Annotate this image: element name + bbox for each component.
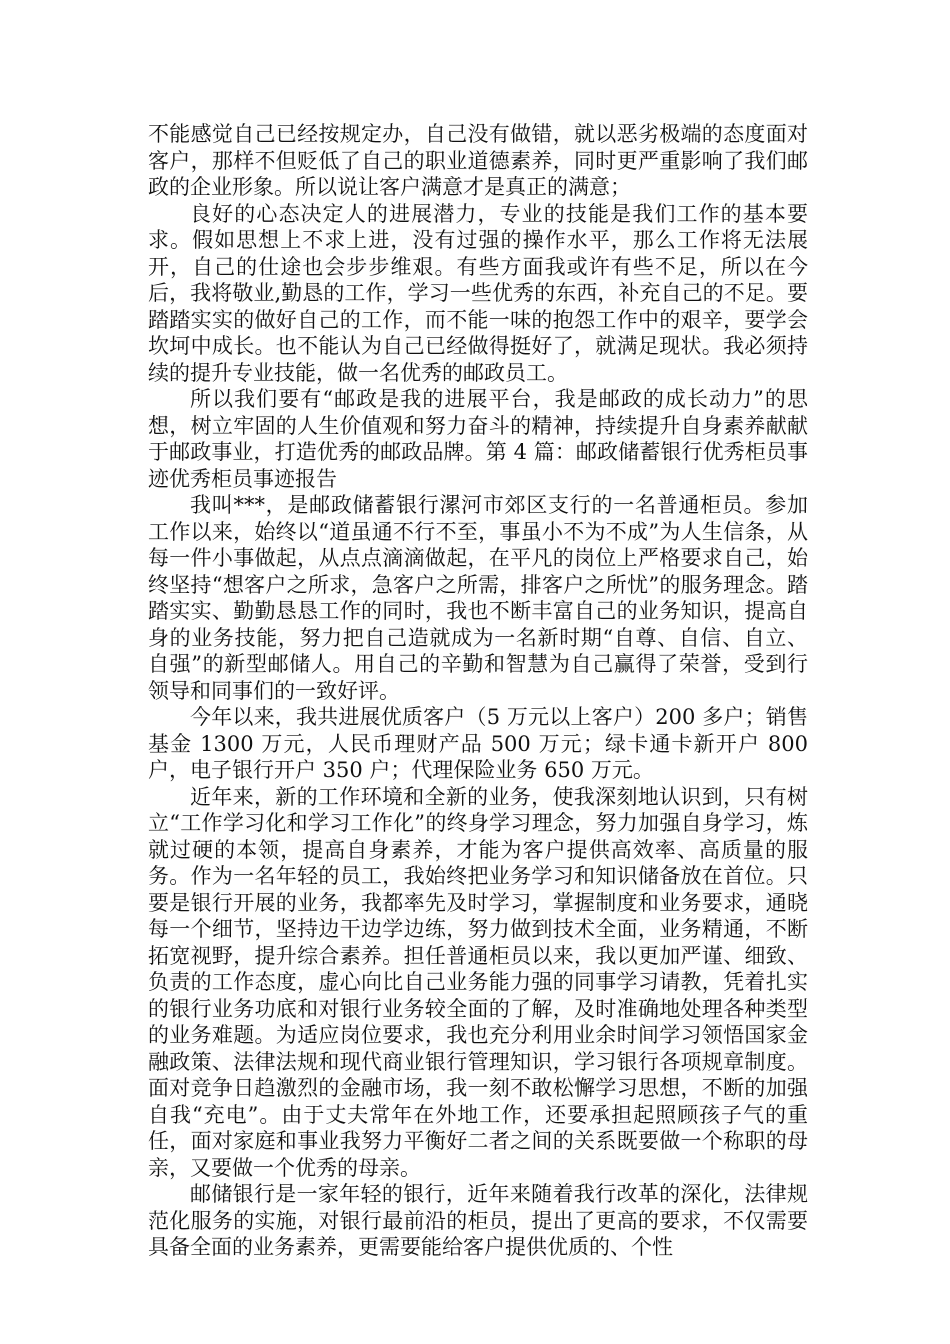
paragraph-2: 良好的心态决定人的进展潜力，专业的技能是我们工作的基本要求。假如思想上不求上进，没有过强的操作水平，那么工作将无法展开，自己的仕途也会步步维艰。有些方面我或许有些不足，所以在今后，我将敬业,勤恳的工作，学习一些优秀的东西，补充自己的不足。要踏踏实实的做好自己的工作，而不能一味的抱怨工作中的艰辛，要学会坎坷中成长。也不能认为自己已经做得挺好了，就满足现状。我必须持续的提升专业技能，做一名优秀的邮政员工。 xyxy=(148,201,808,385)
paragraph-3: 所以我们要有“邮政是我的进展平台，我是邮政的成长动力”的思想，树立牢固的人生价值观和努力奋斗的精神，持续提升自身素养献献于邮政事业，打造优秀的邮政品牌。第 4 篇：邮政储蓄银行优秀柜员事迹优秀柜员事迹报告 xyxy=(148,387,808,491)
paragraph-7: 邮储银行是一家年轻的银行，近年来随着我行改革的深化，法律规范化服务的实施，对银行最前沿的柜员，提出了更高的要求，不仅需要具备全面的业务素养，更需要能给客户提供优质的、个性 xyxy=(148,1182,808,1259)
paragraph-1: 不能感觉自己已经按规定办，自己没有做错，就以恶劣极端的态度面对客户，那样不但贬低了自己的职业道德素养，同时更严重影响了我们邮政的企业形象。所以说让客户满意才是真正的满意； xyxy=(148,122,808,199)
paragraph-4: 我叫***，是邮政储蓄银行漯河市郊区支行的一名普通柜员。参加工作以来，始终以“道虽通不行不至，事虽小不为不成”为人生信条，从每一件小事做起，从点点滴滴做起，在平凡的岗位上严格要求自己，始终坚持“想客户之所求，急客户之所需，排客户之所忧”的服务理念。踏踏实实、勤勤恳恳工作的同时，我也不断丰富自己的业务知识，提高自身的业务技能，努力把自己造就成为一名新时期“自尊、自信、自立、自强”的新型邮储人。用自己的辛勤和智慧为自己赢得了荣誉，受到行领导和同事们的一致好评。 xyxy=(148,493,808,703)
paragraph-5: 今年以来，我共进展优质客户（5 万元以上客户）200 多户；销售基金 1300 万元，人民币理财产品 500 万元；绿卡通卡新开户 800 户，电子银行开户 350 户；代理保险业务 650 万元。 xyxy=(148,705,808,782)
document-page xyxy=(148,121,808,1261)
paragraph-6: 近年来，新的工作环境和全新的业务，使我深刻地认识到，只有树立“工作学习化和学习工作化”的终身学习理念，努力加强自身学习，炼就过硬的本领，提高自身素养，才能为客户提供高效率、高质量的服务。作为一名年轻的员工，我始终把业务学习和知识储备放在首位。只要是银行开展的业务，我都率先及时学习，掌握制度和业务要求，通晓每一个细节，坚持边干边学边练，努力做到技术全面，业务精通，不断拓宽视野，提升综合素养。担任普通柜员以来，我以更加严谨、细致、负责的工作态度，虚心向比自己业务能力强的同事学习请教，凭着扎实的银行业务功底和对银行业务较全面的了解，及时准确地处理各种类型的业务难题。为适应岗位要求，我也充分利用业余时间学习领悟国家金融政策、法律法规和现代商业银行管理知识，学习银行各项规章制度。面对竞争日趋激烈的金融市场，我一刻不敢松懈学习思想，不断的加强自我“充电”。由于丈夫常年在外地工作，还要承担起照顾孩子气的重任，面对家庭和事业我努力平衡好二者之间的关系既要做一个称职的母亲，又要做一个优秀的母亲。 xyxy=(148,784,808,1180)
